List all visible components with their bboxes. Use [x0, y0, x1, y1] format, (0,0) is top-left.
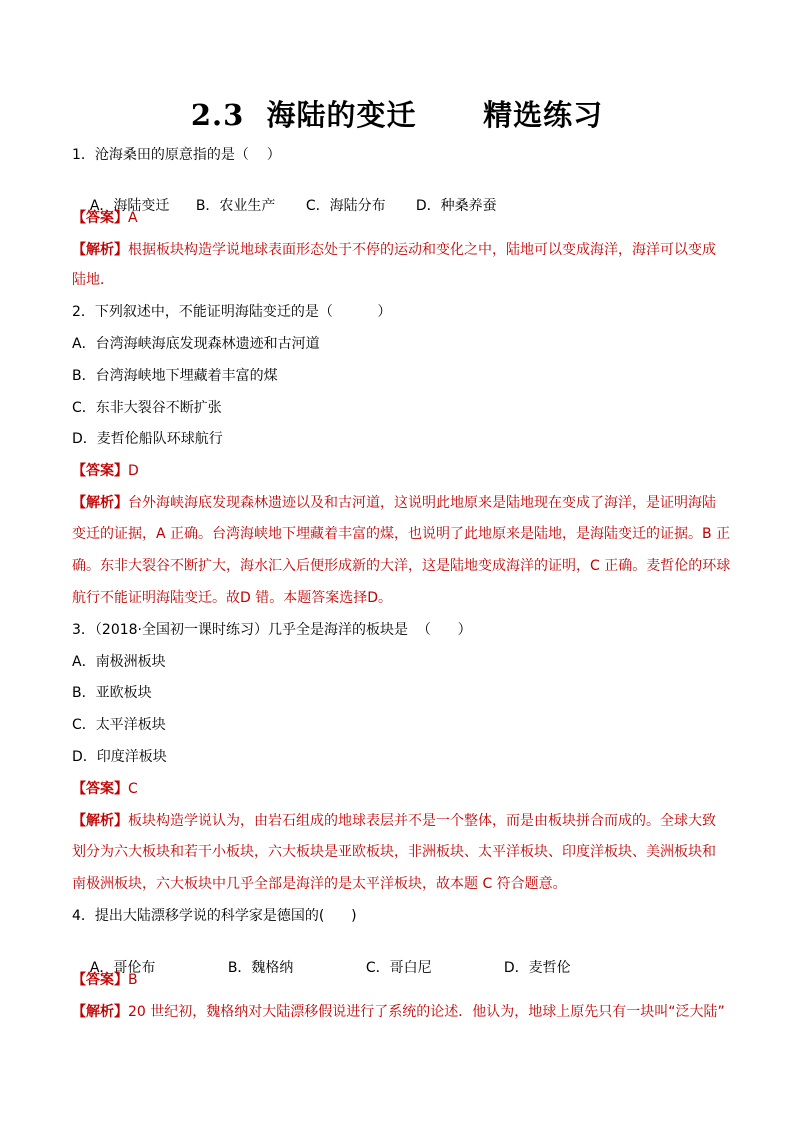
q1-answer-value: A [128, 210, 138, 226]
q1-analysis-1: 【解析】根据板块构造学说地球表面形态处于不停的运动和变化之中，陆地可以变成海洋，海洋可以变成 [72, 242, 716, 258]
q4-analysis-1: 【解析】20 世纪初，魏格纳对大陆漂移假说进行了系统的论述．他认为，地球上原先只有一块叫“泛大陆” [72, 1004, 725, 1020]
q2-answer-value: D [128, 463, 139, 479]
q1-analysis-2: 陆地． [72, 272, 114, 288]
q3-answer-value: C [128, 781, 138, 797]
q3-option-b: B．亚欧板块 [72, 685, 152, 701]
q1-option-d: D．种桑养蚕 [415, 198, 497, 214]
q2-analysis-4: 航行不能证明海陆变迁。故D 错。本题答案选择D。 [72, 590, 393, 606]
q2-analysis-2: 变迁的证据，A 正确。台湾海峡地下埋藏着丰富的煤，也说明了此地原来是陆地，是海陆变迁的证据。B 正 [72, 526, 731, 542]
q4-option-d: D．麦哲伦 [503, 960, 571, 976]
q2-option-c: C．东非大裂谷不断扩张 [72, 400, 222, 416]
analysis-tag: 【解析】 [72, 242, 128, 258]
q3-analysis-2: 划分为六大板块和若干小板块，六大板块是亚欧板块，非洲板块、太平洋板块、印度洋板块、美洲板块和 [72, 844, 716, 860]
q3-option-c: C．太平洋板块 [72, 717, 166, 733]
answer-tag: 【答案】 [72, 210, 128, 226]
q4-option-c: C．哥白尼 [365, 960, 432, 976]
q4-option-a: A．哥伦布 [89, 960, 156, 976]
q3-answer [72, 779, 138, 799]
q4-answer [72, 970, 138, 990]
answer-tag: 【答案】 [72, 463, 128, 479]
q4-options [72, 938, 571, 998]
q3-analysis-1: 【解析】板块构造学说认为，由岩石组成的地球表层并不是一个整体，而是由板块拼合而成的。全球大致 [72, 813, 716, 829]
q1-answer [72, 208, 138, 228]
q2-option-b: B．台湾海峡地下埋藏着丰富的煤 [72, 368, 278, 384]
analysis-tag: 【解析】 [72, 495, 128, 511]
answer-tag: 【答案】 [72, 781, 128, 797]
q2-option-d: D．麦哲伦船队环球航行 [72, 431, 223, 447]
q3-option-a: A．南极洲板块 [72, 654, 166, 670]
q3-stem: 3．（2018·全国初一课时练习）几乎全是海洋的板块是 （ ） [72, 622, 472, 638]
q1-option-a: A．海陆变迁 [89, 198, 170, 214]
page-title: 2.3 海陆的变迁 精选练习 [190, 98, 604, 132]
q3-analysis-3: 南极洲板块，六大板块中几乎全部是海洋的是太平洋板块，故本题 C 符合题意。 [72, 876, 567, 892]
q2-analysis-3: 确。东非大裂谷不断扩大，海水汇入后便形成新的大洋，这是陆地变成海洋的证明，C 正确。麦哲伦的环球 [72, 558, 731, 574]
q4-option-b: B．魏格纳 [227, 960, 294, 976]
q1-option-b: B．农业生产 [195, 198, 276, 214]
answer-tag: 【答案】 [72, 972, 128, 988]
q1-stem: 1．沧海桑田的原意指的是（ ） [72, 147, 281, 163]
analysis-tag: 【解析】 [72, 813, 128, 829]
analysis-tag: 【解析】 [72, 1004, 128, 1020]
q3-option-d: D．印度洋板块 [72, 749, 167, 765]
q2-option-a: A．台湾海峡海底发现森林遗迹和古河道 [72, 336, 320, 352]
q2-stem: 2．下列叙述中，不能证明海陆变迁的是（ ） [72, 304, 392, 320]
q4-stem: 4．提出大陆漂移学说的科学家是德国的( ) [72, 908, 357, 924]
q2-answer [72, 461, 139, 481]
q4-answer-value: B [128, 972, 138, 988]
q2-analysis-1: 【解析】台外海峡海底发现森林遗迹以及和古河道，这说明此地原来是陆地现在变成了海洋，是证明海陆 [72, 495, 716, 511]
q1-option-c: C．海陆分布 [305, 198, 386, 214]
